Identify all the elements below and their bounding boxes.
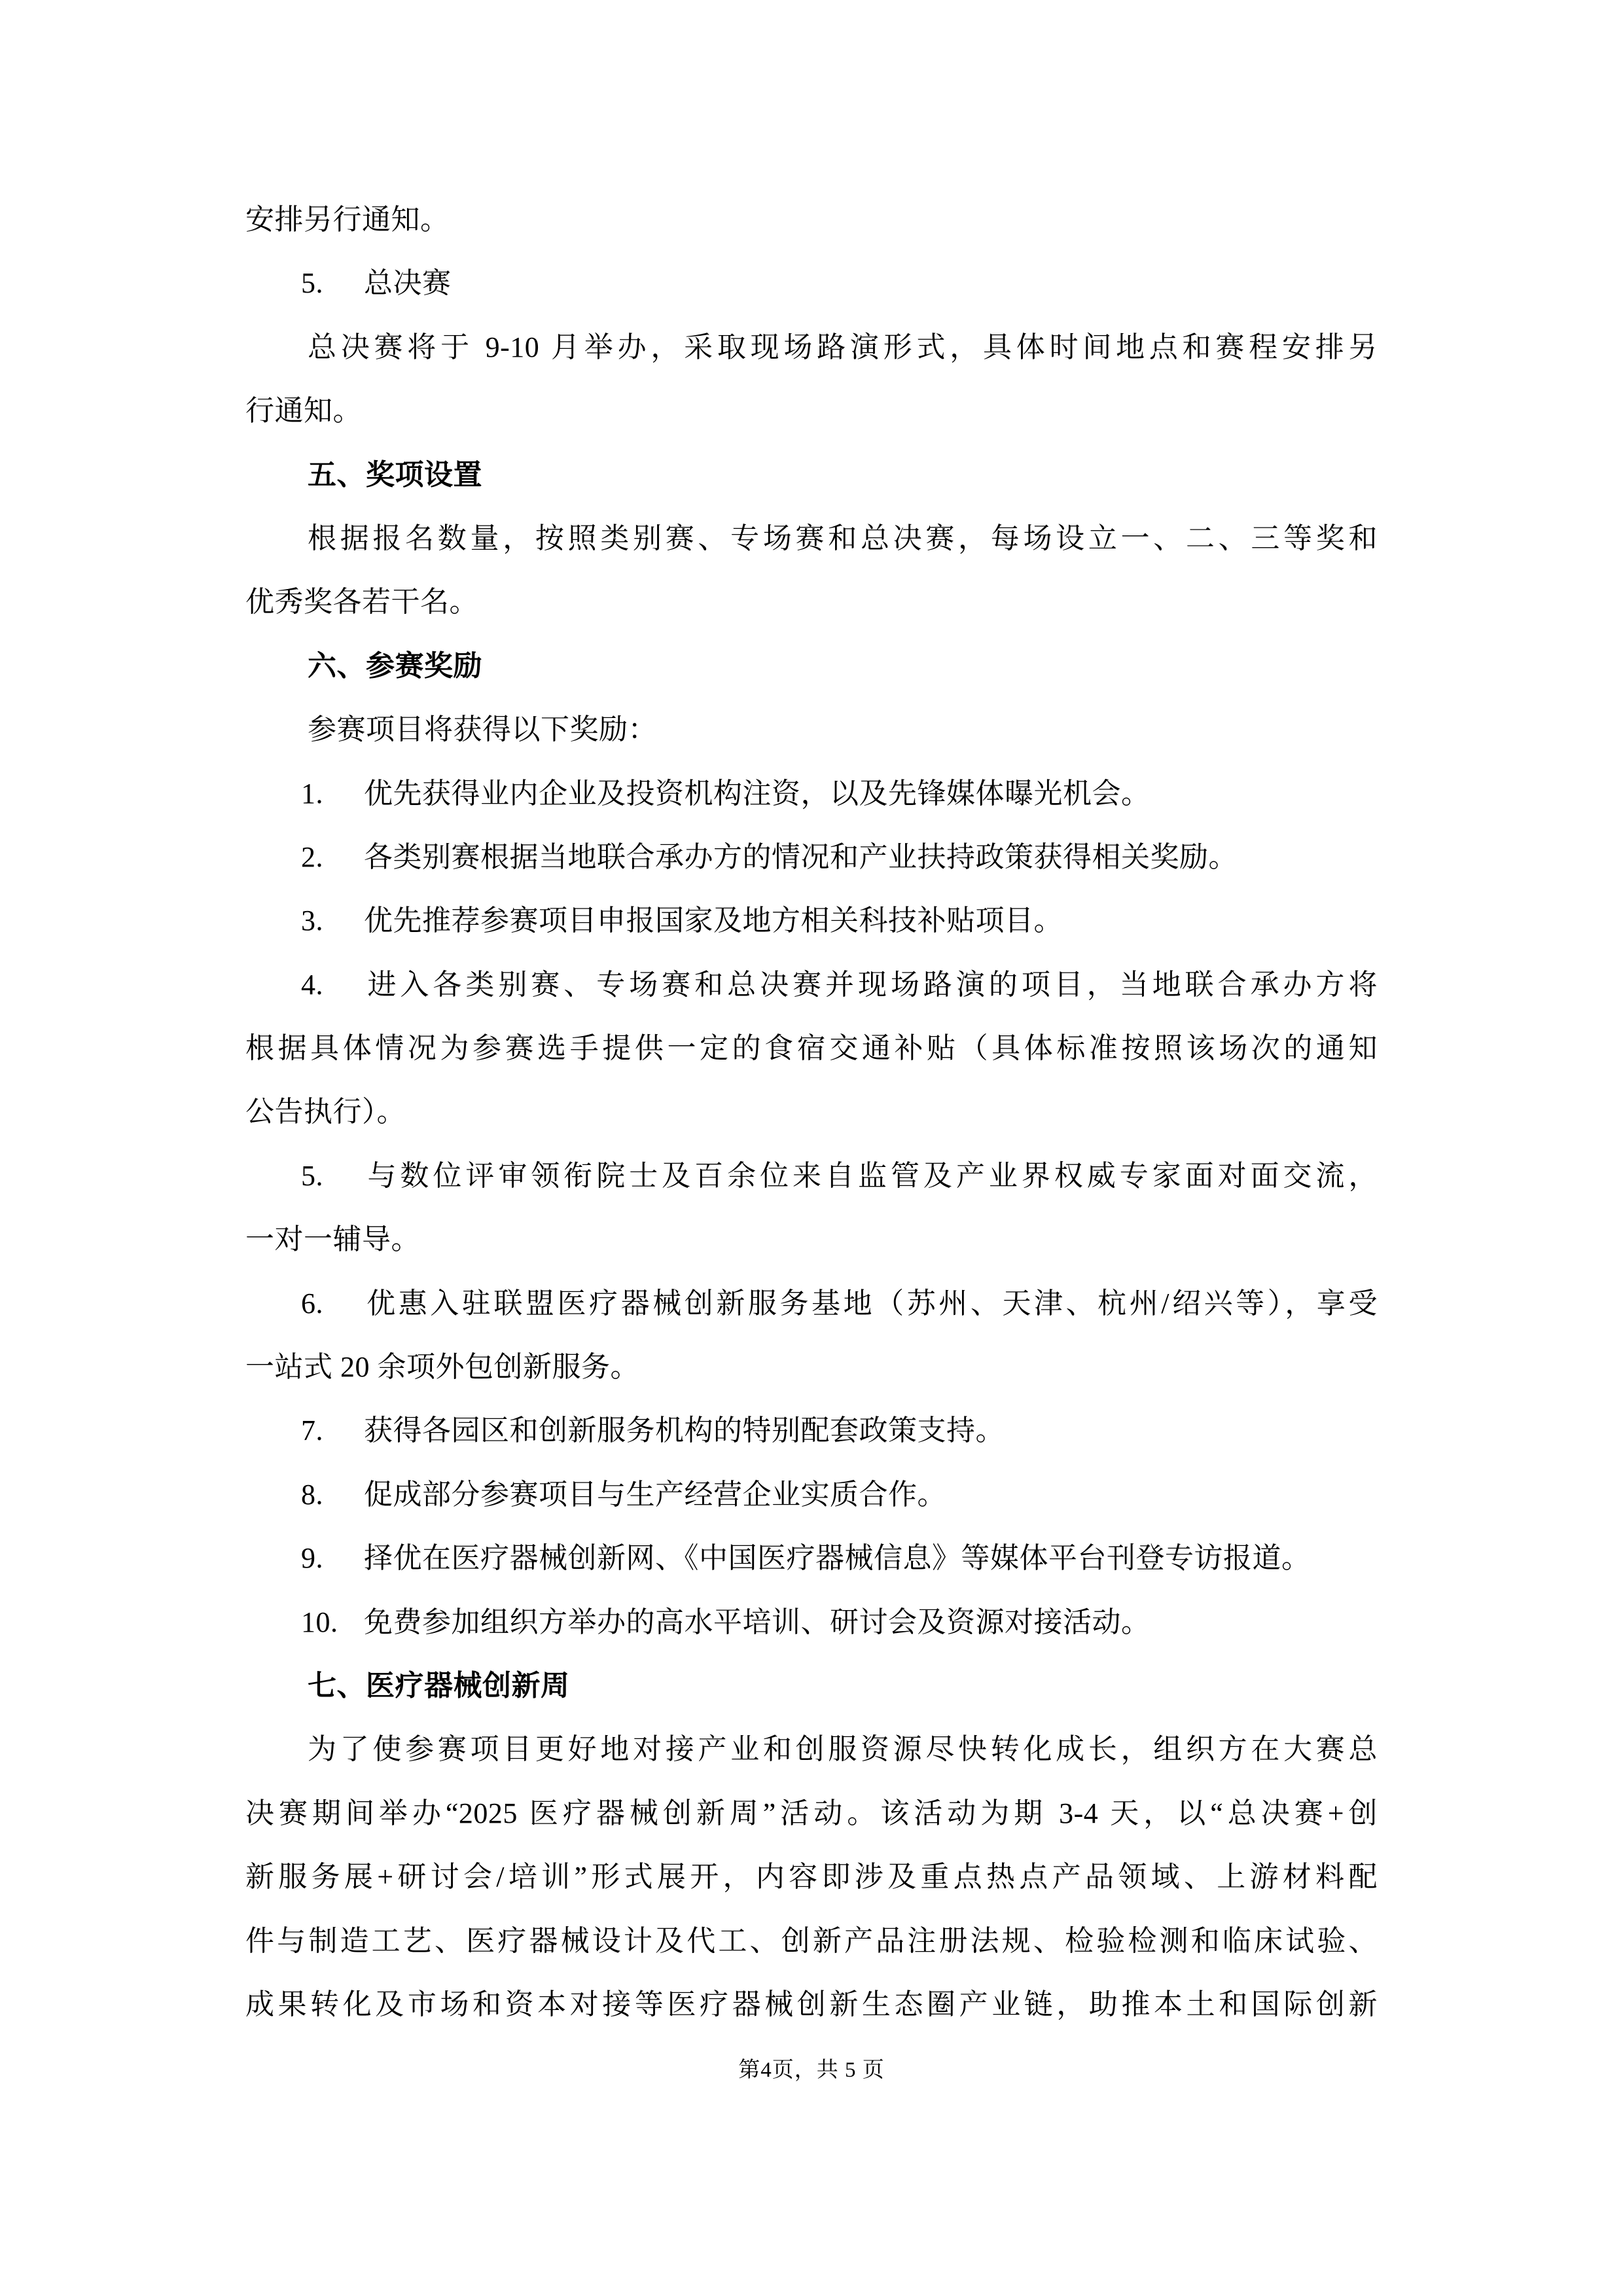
document-lines bbox=[245, 188, 1378, 2036]
list-number: 5. bbox=[301, 267, 323, 300]
section-heading: 五、奖项设置 bbox=[308, 458, 482, 491]
text-line bbox=[245, 1526, 1378, 1590]
text-line bbox=[245, 953, 1378, 1016]
list-text: 进入各类别赛、专场赛和总决赛并现场路演的项目，当地联合承办方将 bbox=[364, 968, 1378, 1001]
text-line bbox=[245, 1399, 1378, 1462]
text-line: 总决赛将于 9-10 月举办，采取现场路演形式，具体时间地点和赛程安排另 bbox=[308, 331, 1378, 363]
list-text: 与数位评审领衔院士及百余位来自监管及产业界权威专家面对面交流， bbox=[364, 1159, 1378, 1192]
text-line: 新服务展+研讨会/培训”形式展开，内容即涉及重点热点产品领域、上游材料配 bbox=[245, 1861, 1378, 1893]
text-line bbox=[245, 251, 1378, 315]
text-line: 成果转化及市场和资本对接等医疗器械创新生态圈产业链，助推本土和国际创新 bbox=[245, 1988, 1378, 2020]
list-number: 9. bbox=[301, 1542, 323, 1575]
list-number: 2. bbox=[301, 840, 323, 873]
text-line: 一对一辅导。 bbox=[245, 1223, 420, 1256]
text-line bbox=[245, 1272, 1378, 1335]
text-line: 参赛项目将获得以下奖励： bbox=[308, 713, 657, 746]
list-number: 10. bbox=[301, 1605, 338, 1638]
list-number: 5. bbox=[301, 1159, 323, 1192]
text-line: 一站式 20 余项外包创新服务。 bbox=[245, 1351, 639, 1384]
text-line: 行通知。 bbox=[245, 395, 362, 427]
list-text: 获得各园区和创新服务机构的特别配套政策支持。 bbox=[364, 1414, 1005, 1447]
list-text: 促成部分参赛项目与生产经营企业实质合作。 bbox=[364, 1478, 946, 1511]
list-text: 优先获得业内企业及投资机构注资，以及先锋媒体曝光机会。 bbox=[364, 777, 1150, 810]
list-text: 优先推荐参赛项目申报国家及地方相关科技补贴项目。 bbox=[364, 905, 1063, 937]
text-line bbox=[245, 1463, 1378, 1526]
text-line: 优秀奖各若干名。 bbox=[245, 586, 478, 619]
section-heading: 六、参赛奖励 bbox=[308, 649, 482, 682]
list-text: 总决赛 bbox=[364, 267, 452, 300]
text-line bbox=[245, 1144, 1378, 1208]
page-footer: 第4页，共 5 页 bbox=[738, 2058, 885, 2082]
text-line: 决赛期间举办“2025 医疗器械创新周”活动。该活动为期 3-4 天，以“总决赛+创 bbox=[245, 1797, 1378, 1829]
section-heading: 七、医疗器械创新周 bbox=[308, 1669, 570, 1702]
text-line bbox=[245, 825, 1378, 889]
text-line: 公告执行）。 bbox=[245, 1096, 406, 1128]
text-line: 件与制造工艺、医疗器械设计及代工、创新产品注册法规、检验检测和临床试验、 bbox=[245, 1924, 1378, 1957]
text-line bbox=[245, 762, 1378, 825]
text-line: 根据具体情况为参赛选手提供一定的食宿交通补贴（具体标准按照该场次的通知 bbox=[245, 1032, 1378, 1065]
list-text: 优惠入驻联盟医疗器械创新服务基地（苏州、天津、杭州/绍兴等），享受 bbox=[364, 1287, 1378, 1319]
list-number: 3. bbox=[301, 905, 323, 937]
list-text: 择优在医疗器械创新网、《中国医疗器械信息》等媒体平台刊登专访报道。 bbox=[364, 1542, 1311, 1575]
list-text: 各类别赛根据当地联合承办方的情况和产业扶持政策获得相关奖励。 bbox=[364, 840, 1238, 873]
text-line: 为了使参赛项目更好地对接产业和创服资源尽快转化成长，组织方在大赛总 bbox=[308, 1733, 1378, 1766]
text-line bbox=[245, 1590, 1378, 1654]
list-number: 1. bbox=[301, 777, 323, 810]
text-line bbox=[245, 889, 1378, 952]
list-number: 6. bbox=[301, 1287, 323, 1319]
text-line: 安排另行通知。 bbox=[245, 204, 450, 236]
list-number: 8. bbox=[301, 1478, 323, 1511]
list-text: 免费参加组织方举办的高水平培训、研讨会及资源对接活动。 bbox=[364, 1605, 1150, 1638]
text-line: 根据报名数量，按照类别赛、专场赛和总决赛，每场设立一、二、三等奖和 bbox=[308, 522, 1378, 554]
list-number: 4. bbox=[301, 968, 323, 1001]
list-number: 7. bbox=[301, 1414, 323, 1447]
